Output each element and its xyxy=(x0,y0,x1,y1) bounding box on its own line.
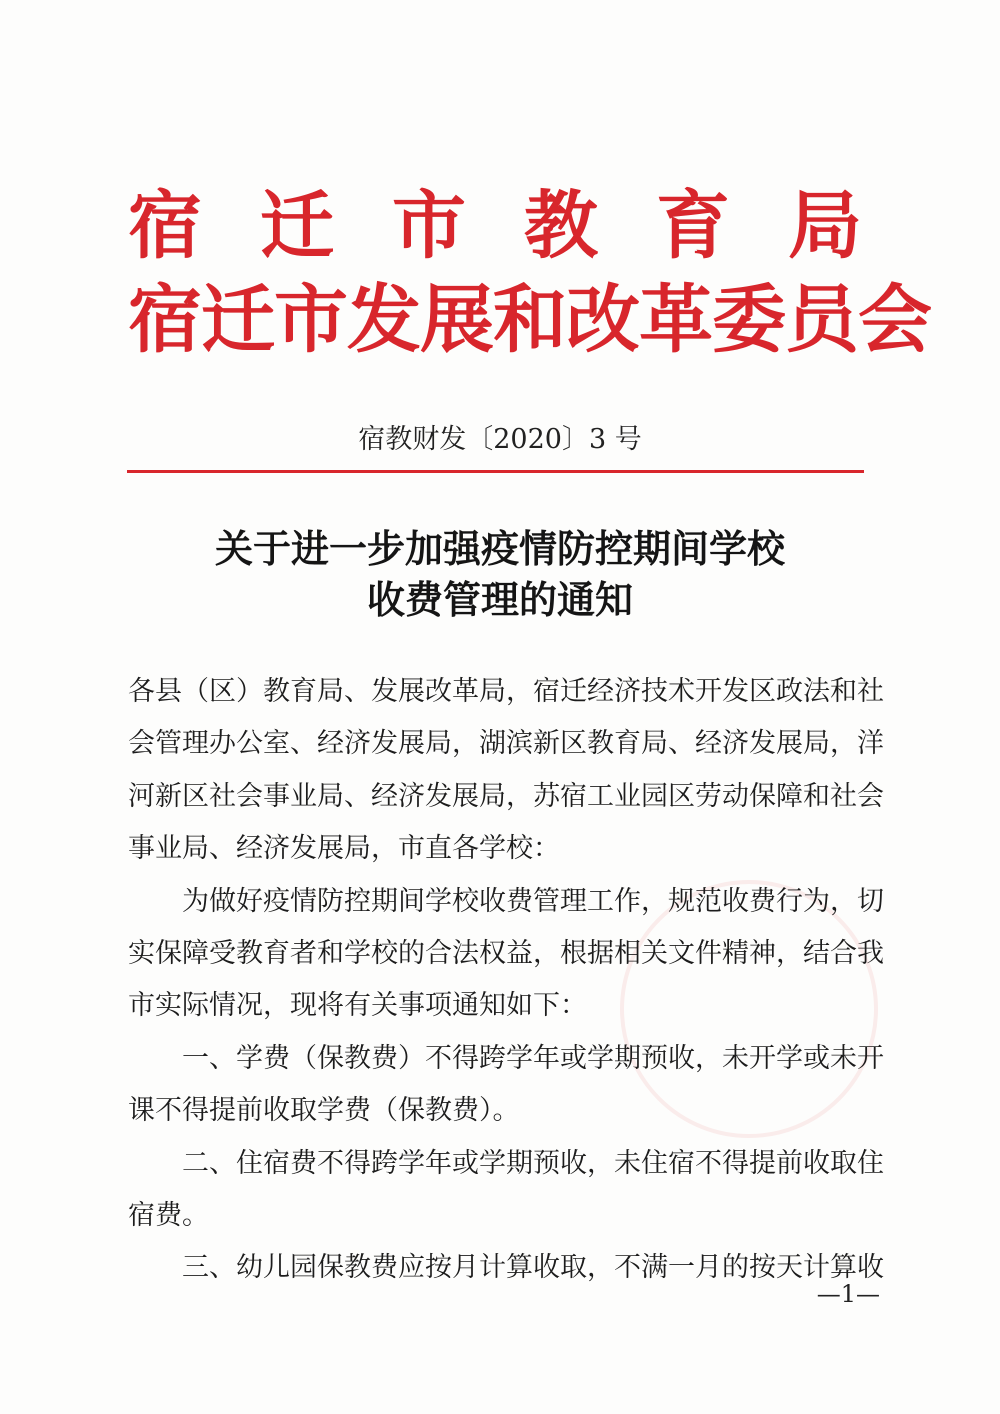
issuer-char: 市 xyxy=(392,183,466,269)
page-number: —1— xyxy=(816,1280,880,1308)
issuer-header-line-1 xyxy=(0,178,1000,274)
body-line: 各县（区）教育局、发展改革局，宿迁经济技术开发区政法和社 xyxy=(128,676,884,707)
document-title-line-2: 收费管理的通知 xyxy=(366,577,633,622)
issuer-header-line-2 xyxy=(0,272,1000,368)
document-number: 宿教财发〔2020〕3 号 xyxy=(358,424,642,455)
body-line: 二、住宿费不得跨学年或学期预收，未住宿不得提前收取住 xyxy=(182,1147,884,1179)
body-line: 一、学费（保教费）不得跨学年或学期预收，未开学或未开 xyxy=(182,1042,884,1074)
body-line: 实保障受教育者和学校的合法权益，根据相关文件精神，结合我 xyxy=(128,937,884,969)
issuer-char: 宿 xyxy=(128,183,202,269)
red-divider-line xyxy=(127,470,864,473)
body-line: 课不得提前收取学费（保教费）。 xyxy=(128,1095,520,1127)
issuer-name-2: 宿迁市发展和改革委员会 xyxy=(128,277,931,363)
document-body xyxy=(128,666,884,1295)
body-line: 会管理办公室、经济发展局，湖滨新区教育局、经济发展局，洋 xyxy=(128,728,884,760)
body-line: 市实际情况，现将有关事项通知如下： xyxy=(128,990,587,1022)
issuer-char: 教 xyxy=(524,183,598,269)
body-line: 事业局、经济发展局，市直各学校： xyxy=(128,833,560,865)
body-line: 河新区社会事业局、经济发展局，苏宿工业园区劳动保障和社会 xyxy=(128,780,884,812)
body-line: 三、幼儿园保教费应按月计算收取，不满一月的按天计算收 xyxy=(182,1252,884,1284)
body-line: 为做好疫情防控期间学校收费管理工作，规范收费行为，切 xyxy=(182,885,884,917)
issuer-char: 育 xyxy=(656,183,730,269)
issuer-char: 迁 xyxy=(260,183,334,269)
body-line: 宿费。 xyxy=(128,1199,209,1231)
issuer-char: 局 xyxy=(788,183,862,269)
document-title-line-1: 关于进一步加强疫情防控期间学校 xyxy=(214,526,785,571)
